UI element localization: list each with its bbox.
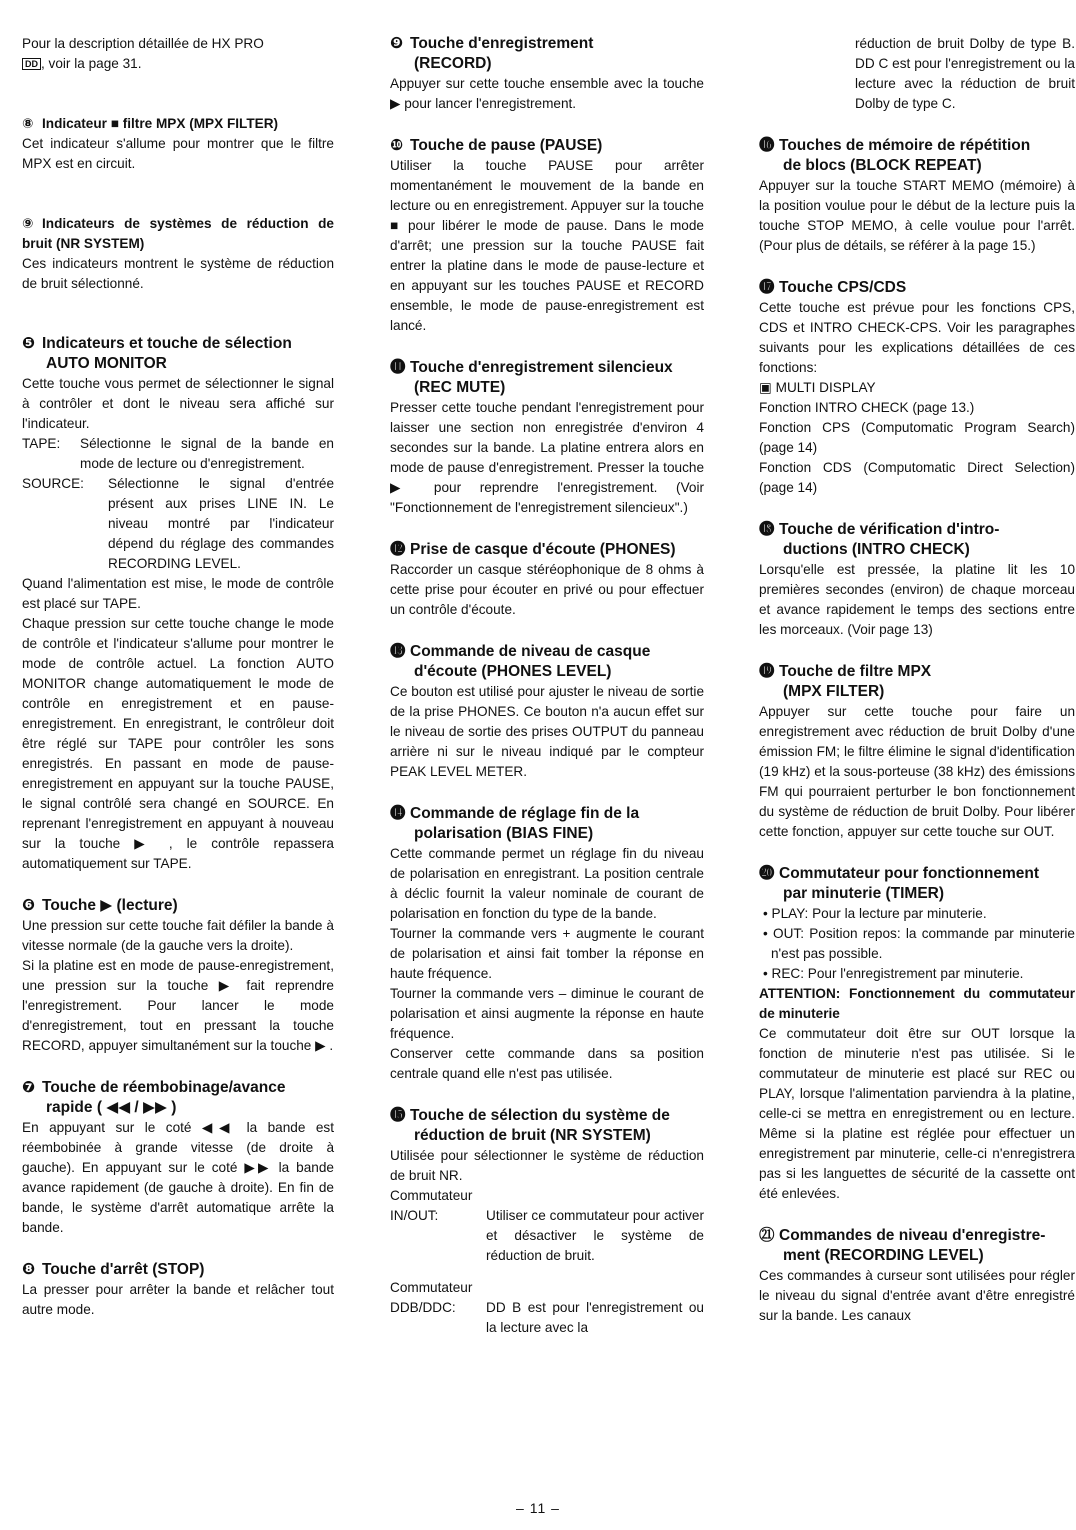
section-title: Touche ▶ (lecture) xyxy=(42,897,178,914)
column-right xyxy=(759,34,1075,1348)
section-title: Touche de réembobinage/avance xyxy=(42,1079,286,1096)
section-title: Indicateurs et touche de sélection xyxy=(42,335,292,352)
section-title: Commande de réglage fin de la xyxy=(410,805,640,822)
section-intro-check: ⓲ Touche de vérification d'intro- ductions (INTRO CHECK) Lorsqu'elle est pressée, la platine lit les 10 premières secondes (environ) de chaque morceau et avance rapidement le temps des sections entre les morceaux. (Voir page 13) xyxy=(759,521,1075,637)
section-title: Touche de vérification d'intro- xyxy=(779,521,1000,538)
section-nr-indicators: ⑨ Indicateurs de systèmes de réduction de bruit (NR SYSTEM) Ces indicateurs montrent le système de réduction de bruit sélectionné. xyxy=(22,216,334,291)
section-title: Indicateur ■ filtre MPX (MPX FILTER) xyxy=(42,116,279,131)
section-nr-system: ⓯ Touche de sélection du système de réduction de bruit (NR SYSTEM) Utilisée pour sélectionner le système de réduction de bruit NR. Commutateur IN/OUT: Utiliser ce commutateur pour activer et désactiver le système de réduction de bruit. Commutateur DDB/DDC: DD B est pour l'enregistrement ou la lecture avec la xyxy=(390,1106,704,1338)
section-title: Indicateurs de systèmes de réduction de bruit (NR SYSTEM) xyxy=(22,216,334,251)
section-auto-monitor: ❺ Indicateurs et touche de sélection AUTO MONITOR Cette touche vous permet de sélectionner le signal à contrôler et dont le niveau sera affiché sur l'indicateur. TAPE: Sélectionne le signal de la bande en mode de lecture ou d'enregistrement. SOURCE: Sélectionne le signal d'entrée présent aux prises LINE IN. Le niveau montré par l'indicateur dépend du réglage des commandes RECORDING LEVEL. Quand l'alimentation est mise, le mode de contrôle est placé sur TAPE. Chaque pression sur cette touche change le mode de contrôle et l'indicateur s'allume pour montrer le mode de contrôle actuel. La fonction AUTO MONITOR change automatiquement le mode de contrôle en enregistrement et en pause-enregistrement. En enregistrant, le contrôleur doit être réglé sur TAPE pour contrôler les sons enregistrés. En passant en mode de pause-enregistrement en appuyant sur la touche PAUSE, le signal contrôlé sera changé en SOURCE. En reprenant l'enregistrement en appuyant à nouveau sur la touche ▶ , le contrôle repassera automatiquement sur TAPE. xyxy=(22,335,334,871)
def-in-out: IN/OUT: Utiliser ce commutateur pour activer et désactiver le système de réduction de bruit. xyxy=(390,1208,704,1263)
def-tape: TAPE: Sélectionne le signal de la bande en mode de lecture ou d'enregistrement. xyxy=(22,436,334,471)
section-mpx-filter: ⓳ Touche de filtre MPX (MPX FILTER) Appuyer sur cette touche pour faire un enregistrement avec réduction de bruit Dolby d'une émission FM; le filtre élimine le signal d'identification (19 kHz) et la sous-porteuse (38 kHz) des émissions FM qui pourraient perturber le bon fonctionnement du système de réduction de bruit Dolby. Pour libérer cette fonction, appuyer sur cette touche sur OUT. xyxy=(759,663,1075,839)
dolby-logo-icon: DD xyxy=(22,58,41,70)
section-cps-cds: ⓱ Touche CPS/CDS Cette touche est prévue pour les fonctions CPS, CDS et INTRO CHECK-CPS. Voir les paragraphes suivants pour les explications détaillées de ces fonctions: ▣ MULTI DISPLAY Fonction INTRO CHECK (page 13.) Fonction CPS (Computomatic Program Search) (page 14) Fonction CDS (Computomatic Direct Selection) (page 14) xyxy=(759,279,1075,495)
section-pause: ❿ Touche de pause (PAUSE) Utiliser la touche PAUSE pour arrêter momentanément le mouvement de la bande en lecture ou en enregistrement. Appuyer sur la touche ■ pour libérer le mode de pause. Dans le mode d'arrêt; une pression sur la touche PAUSE fait entrer la platine dans le mode de pause-lecture et en appuyant sur les touches PAUSE et RECORD ensemble, le mode de pause-enregistrement est lancé. xyxy=(390,137,704,333)
section-title: Touche d'arrêt (STOP) xyxy=(42,1261,205,1278)
section-title: Touche CPS/CDS xyxy=(779,279,907,296)
section-rec-mute: ⓫ Touche d'enregistrement silencieux (REC MUTE) Presser cette touche pendant l'enregistrement pour laisser une section non enregistrée d'environ 4 secondes sur la bande. La platine entrera alors en mode de pause d'enregistrement. Presser la touche ▶ pour reprendre l'enregistrement. (Voir "Fonctionnement de l'enregistrement silencieux".) xyxy=(390,359,704,515)
section-title: Touches de mémoire de répétition xyxy=(779,137,1031,154)
section-stop: ❽ Touche d'arrêt (STOP) La presser pour arrêter la bande et relâcher tout autre mode. xyxy=(22,1261,334,1317)
section-title: Commande de niveau de casque xyxy=(410,643,651,660)
def-dolby-bc: DDB/DDC: DD B est pour l'enregistrement ou la lecture avec la xyxy=(390,1300,704,1335)
section-title: Prise de casque d'écoute (PHONES) xyxy=(410,541,676,558)
def-source: SOURCE: Sélectionne le signal d'entrée présent aux prises LINE IN. Le niveau montré par l'indicateur dépend du réglage des commandes RECORDING LEVEL. xyxy=(22,476,334,571)
hx-pro-intro: Pour la description détaillée de HX PRO DD , voir la page 31. xyxy=(22,36,264,71)
attention-note: ATTENTION: Fonctionnement du commutateur de minuterie xyxy=(759,986,1075,1021)
section-title: Touche d'enregistrement silencieux xyxy=(410,359,673,376)
section-phones: ⓬ Prise de casque d'écoute (PHONES) Raccorder un casque stéréophonique de 8 ohms à cette prise pour écouter en privé ou pour effectuer un contrôle d'écoute. xyxy=(390,541,704,617)
section-title: Touche de sélection du système de xyxy=(410,1107,670,1124)
section-mpx-indicator: ⑧ Indicateur ■ filtre MPX (MPX FILTER) Cet indicateur s'allume pour montrer que le filtre MPX est en circuit. xyxy=(22,116,334,171)
section-title: Commutateur pour fonctionnement xyxy=(779,865,1040,882)
section-title: Touche de filtre MPX xyxy=(779,663,932,680)
section-title: Commandes de niveau d'enregistre- xyxy=(779,1227,1046,1244)
column-left xyxy=(22,34,334,1342)
column-middle xyxy=(390,34,704,1360)
section-bias-fine: ⓮ Commande de réglage fin de la polarisation (BIAS FINE) Cette commande permet un réglage fin du niveau de polarisation en enregistrant. La position centrale à déclic fournit la valeur nominale de courant de polarisation en fonction du type de la bande. Tourner la commande vers + augmente le courant de polarisation et ainsi fait tomber la réponse en haute fréquence. Tourner la commande vers – diminue le courant de polarisation et ainsi augmente la réponse en haute fréquence. Conserver cette commande dans sa position centrale quand elle n'est pas utilisée. xyxy=(390,805,704,1081)
section-phones-level: ⓭ Commande de niveau de casque d'écoute (PHONES LEVEL) Ce bouton est utilisé pour ajuster le niveau de sortie de la prise PHONES. Ce bouton n'a aucun effet sur le niveau de sortie des prises OUTPUT du panneau arrière ni sur le niveau indiqué par le compteur PEAK LEVEL METER. xyxy=(390,643,704,779)
section-title: Touche de pause (PAUSE) xyxy=(410,137,603,154)
section-block-repeat: ⓰ Touches de mémoire de répétition de blocs (BLOCK REPEAT) Appuyer sur la touche START MEMO (mémoire) à la position voulue pour le début de la lecture puis la touche STOP MEMO, à celle voulue pour l'arrêt. (Pour plus de détails, se référer à la page 15.) xyxy=(759,137,1075,253)
section-nr-system-cont: réduction de bruit Dolby de type B. DD C est pour l'enregistrement ou la lecture avec la réduction de bruit Dolby de type C. xyxy=(855,36,1075,111)
page-number: – 11 – xyxy=(516,1500,560,1516)
section-rewind-ff: ❼ Touche de réembobinage/avance rapide ( ◀◀ / ▶▶ ) En appuyant sur le coté ◀◀ la bande est réembobinée à grande vitesse (de droite à gauche). En appuyant sur le coté ▶▶ la bande avance rapidement (de gauche à droite). En fin de bande, le système d'arrêt automatique arrête la bande. xyxy=(22,1079,334,1235)
section-timer: ⓴ Commutateur pour fonctionnement par minuterie (TIMER) • PLAY: Pour la lecture par minuterie. • OUT: Position repos: la commande par minuterie n'est pas possible. • REC: Pour l'enregistrement par minuterie. ATTENTION: Fonctionnement du commutateur de minuterie Ce commutateur doit être sur OUT lorsque la fonction de minuterie n'est pas utilisée. Si le commutateur de minuterie est placé sur REC ou PLAY, lorsque l'alimentation parviendra à la platine, celle-ci se mettra en enregistrement ou en lecture. Même si la platine est réglée pour effectuer un enregistrement par minuterie, celle-ci n'enregistrera pas si les languettes de sécurité de la cassette ont été enlevées. xyxy=(759,865,1075,1201)
section-play-key: ❻ Touche ▶ (lecture) Une pression sur cette touche fait défiler la bande à vitesse normale (de la gauche vers la droite). Si la platine est en mode de pause-enregistrement, une pression sur la touche ▶ fait reprendre l'enregistrement. Pour lancer le mode d'enregistrement, tout en pressant la touche RECORD, appuyer simultanément sur la touche ▶ . xyxy=(22,897,334,1053)
section-title: Touche d'enregistrement xyxy=(410,35,594,52)
section-recording-level: ㉑ Commandes de niveau d'enregistre- ment (RECORDING LEVEL) Ces commandes à curseur sont utilisées pour régler le niveau du signal d'entrée avant d'être enregistré sur la bande. Les canaux xyxy=(759,1227,1075,1323)
section-record: ❾ Touche d'enregistrement (RECORD) Appuyer sur cette touche ensemble avec la touche ▶ pour lancer l'enregistrement. xyxy=(390,35,704,111)
